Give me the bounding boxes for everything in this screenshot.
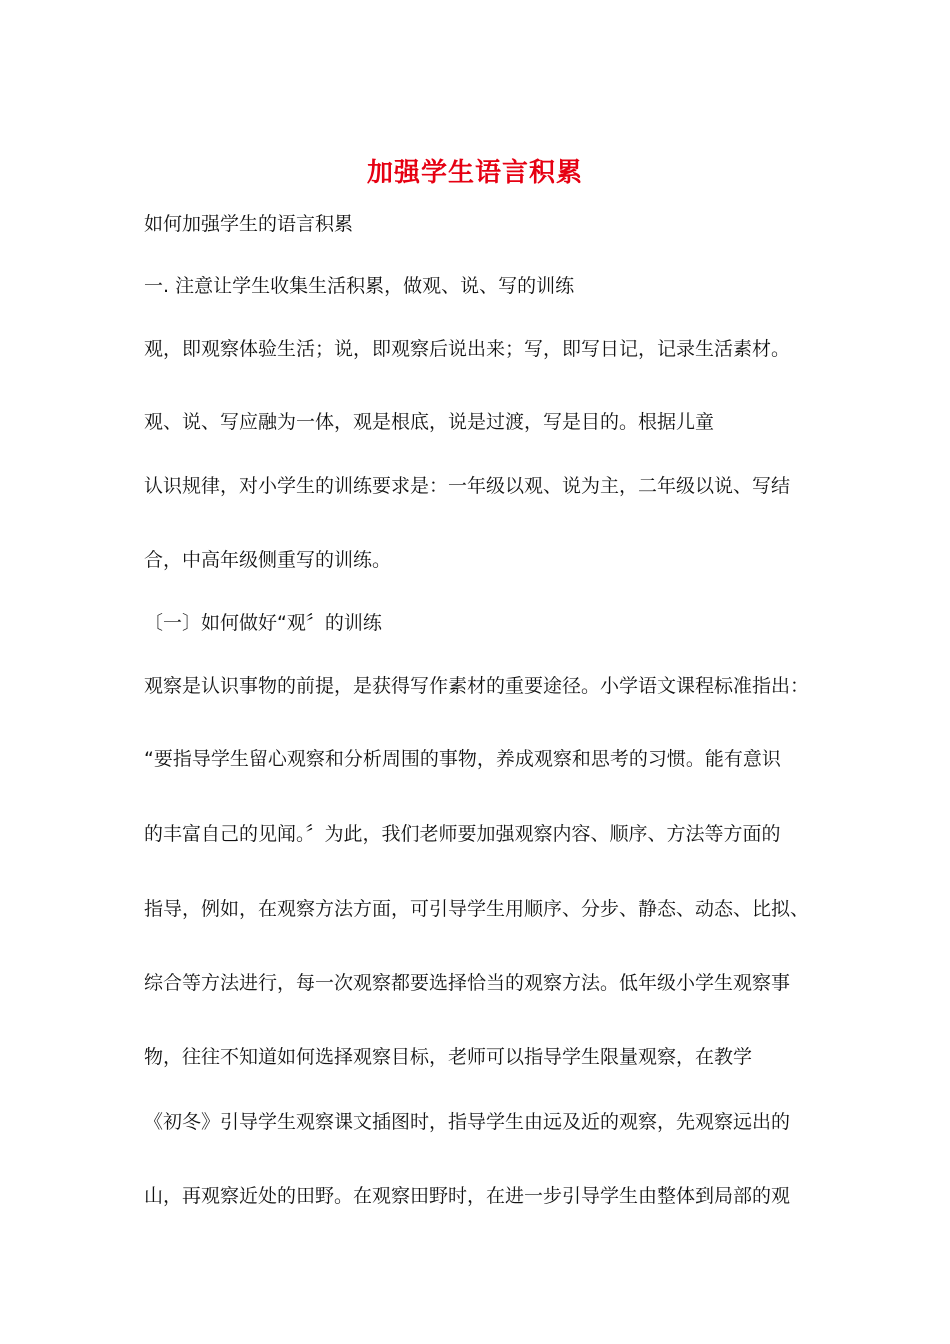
paragraph-line: 观，即观察体验生活；说，即观察后说出来；写，即写日记，记录生活素材。 bbox=[144, 338, 791, 360]
paragraph-line: 综合等方法进行，每一次观察都要选择恰当的观察方法。低年级小学生观察事 bbox=[144, 972, 791, 994]
paragraph-line: 观、说、写应融为一体，观是根底，说是过渡，写是目的。根据儿童 bbox=[144, 411, 715, 433]
document-title: 加强学生语言积累 bbox=[366, 158, 583, 188]
section-heading-1: 一. 注意让学生收集生活积累，做观、说、写的训练 bbox=[144, 275, 575, 297]
paragraph-line: 观察是认识事物的前提，是获得写作素材的重要途径。小学语文课程标准指出： bbox=[144, 675, 810, 697]
paragraph-line: “要指导学生留心观察和分析周围的事物，养成观察和思考的习惯。能有意识 bbox=[144, 748, 781, 770]
paragraph-line: 《初冬》引导学生观察课文插图时，指导学生由远及近的观察，先观察远出的 bbox=[144, 1111, 791, 1133]
paragraph-line: 的丰富自己的见闻。〞为此，我们老师要加强观察内容、顺序、方法等方面的 bbox=[144, 823, 781, 845]
subsection-heading: 〔一〕如何做好“观〞的训练 bbox=[144, 612, 382, 634]
paragraph-line: 合，中高年级侧重写的训练。 bbox=[144, 549, 392, 571]
paragraph-line: 山，再观察近处的田野。在观察田野时，在进一步引导学生由整体到局部的观 bbox=[144, 1185, 791, 1207]
paragraph-line: 物，往往不知道如何选择观察目标，老师可以指导学生限量观察，在教学 bbox=[144, 1046, 753, 1068]
subtitle-line: 如何加强学生的语言积累 bbox=[144, 213, 354, 235]
paragraph-line: 认识规律，对小学生的训练要求是：一年级以观、说为主，二年级以说、写结 bbox=[144, 475, 791, 497]
paragraph-line: 指导，例如，在观察方法方面，可引导学生用顺序、分步、静态、动态、比拟、 bbox=[144, 898, 810, 920]
